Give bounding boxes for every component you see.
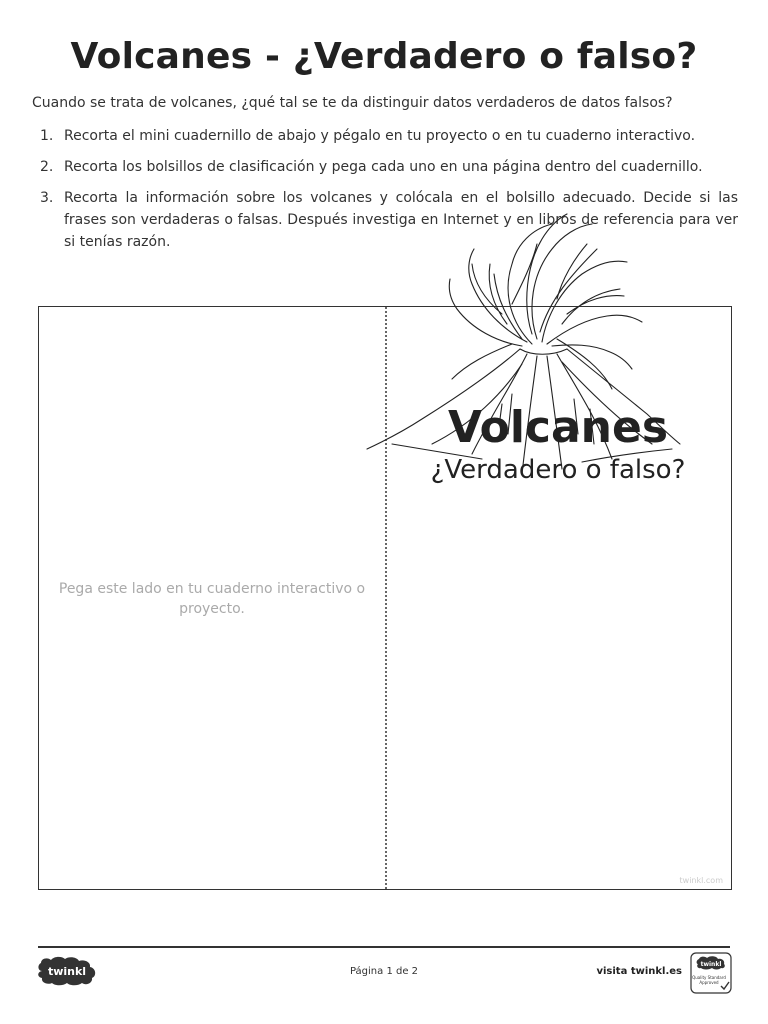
step-text: Recorta la información sobre los volcanes y colócala en el bolsillo adecuado. Decide si las frases son verdaderas o falsas. Después investiga en Internet y en libros de referencia para ver si tenías razón.: [64, 190, 738, 250]
quality-badge: [690, 952, 732, 994]
watermark: twinkl.com: [679, 876, 723, 885]
cover-subtitle: ¿Verdadero o falso?: [430, 455, 686, 485]
instruction-step: [38, 156, 738, 178]
footer-divider: [38, 946, 730, 948]
visit-link[interactable]: visita twinkl.es: [596, 966, 682, 977]
page-title: Volcanes - ¿Verdadero o falso?: [70, 36, 698, 77]
page-number: Página 1 de 2: [349, 966, 419, 977]
intro-text: Cuando se trata de volcanes, ¿qué tal se te da distinguir datos verdaderos de datos falsos?: [32, 95, 673, 111]
volcano-illustration: [362, 204, 682, 484]
step-number: 2.: [40, 159, 54, 175]
badge-line2: Approved: [699, 980, 719, 985]
step-number: 1.: [40, 128, 54, 144]
step-number: 3.: [40, 190, 54, 206]
glue-instruction: Pega este lado en tu cuaderno interactivo o proyecto.: [58, 581, 366, 617]
cover-title: Volcanes: [447, 402, 669, 453]
instruction-step: [38, 125, 738, 147]
badge-line1: Quality Standard: [692, 975, 726, 980]
step-text: Recorta el mini cuadernillo de abajo y pégalo en tu proyecto o en tu cuaderno interactivo.: [64, 128, 696, 144]
badge-brand: twinkl: [700, 961, 722, 968]
step-text: Recorta los bolsillos de clasificación y pega cada uno en una página dentro del cuadernillo.: [64, 159, 703, 175]
logo-text: twinkl: [47, 965, 87, 978]
